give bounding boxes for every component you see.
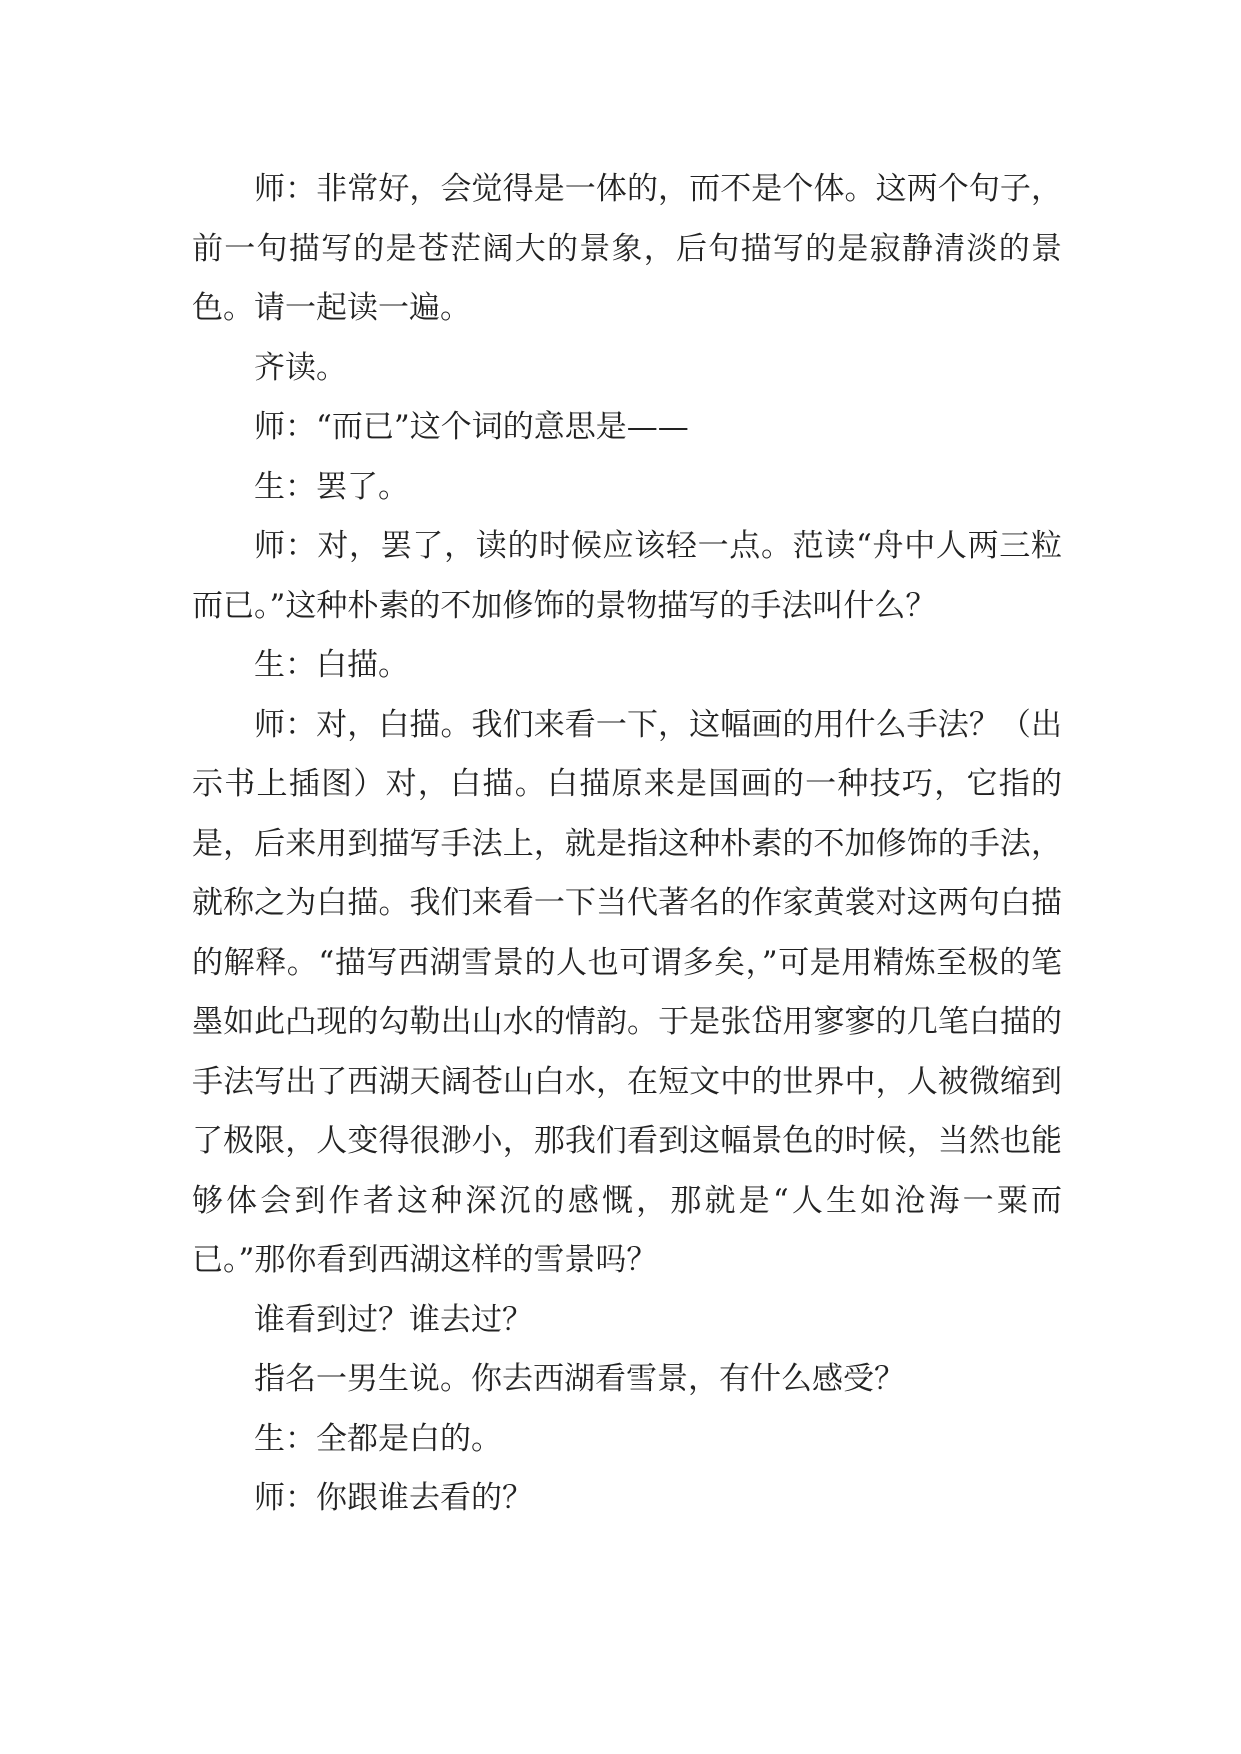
paragraph-teacher-unity: 师：非常好，会觉得是一体的，而不是个体。这两个句子，前一句描写的是苍茫阔大的景象，后句描写的是寂静清淡的景色。请一起读一遍。 [192,171,1062,326]
paragraph-student-all-white: 生：全都是白的。 [254,1420,502,1457]
document-body [192,160,1062,1529]
paragraph-read-together: 齐读。 [254,349,347,386]
paragraph-teacher-baimiao-explanation: 师：对，白描。我们来看一下，这幅画的用什么手法？（出示书上插图）对，白描。白描原来是国画的一种技巧，它指的是，后来用到描写手法上，就是指这种朴素的不加修饰的手法，就称之为白描。我们来看一下当代著名的作家黄裳对这两句白描的解释。“描写西湖雪景的人也可谓多矣，”可是用精炼至极的笔墨如此凸现的勾勒出山水的情韵。于是张岱用寥寥的几笔白描的手法写出了西湖天阔苍山白水，在短文中的世界中，人被微缩到了极限，人变得很渺小，那我们看到这幅景色的时候，当然也能够体会到作者这种深沉的感慨，那就是“人生如沧海一粟而已。”那你看到西湖这样的雪景吗？ [192,706,1062,1278]
paragraph-teacher-with-whom: 师：你跟谁去看的？ [254,1480,533,1516]
paragraph-boy-named: 指名一男生说。你去西湖看雪景，有什么感受？ [254,1361,905,1397]
paragraph-teacher-eryi-question: 师：“而已”这个词的意思是—— [254,409,689,445]
paragraph-student-bale: 生：罢了。 [254,468,409,505]
paragraph-teacher-technique-question: 师：对，罢了，读的时候应该轻一点。范读“舟中人两三粒而已。”这种朴素的不加修饰的景物描写的手法叫什么？ [192,528,1062,624]
paragraph-who-went: 谁看到过？谁去过？ [254,1301,533,1338]
paragraph-student-baimiao: 生：白描。 [254,647,409,683]
